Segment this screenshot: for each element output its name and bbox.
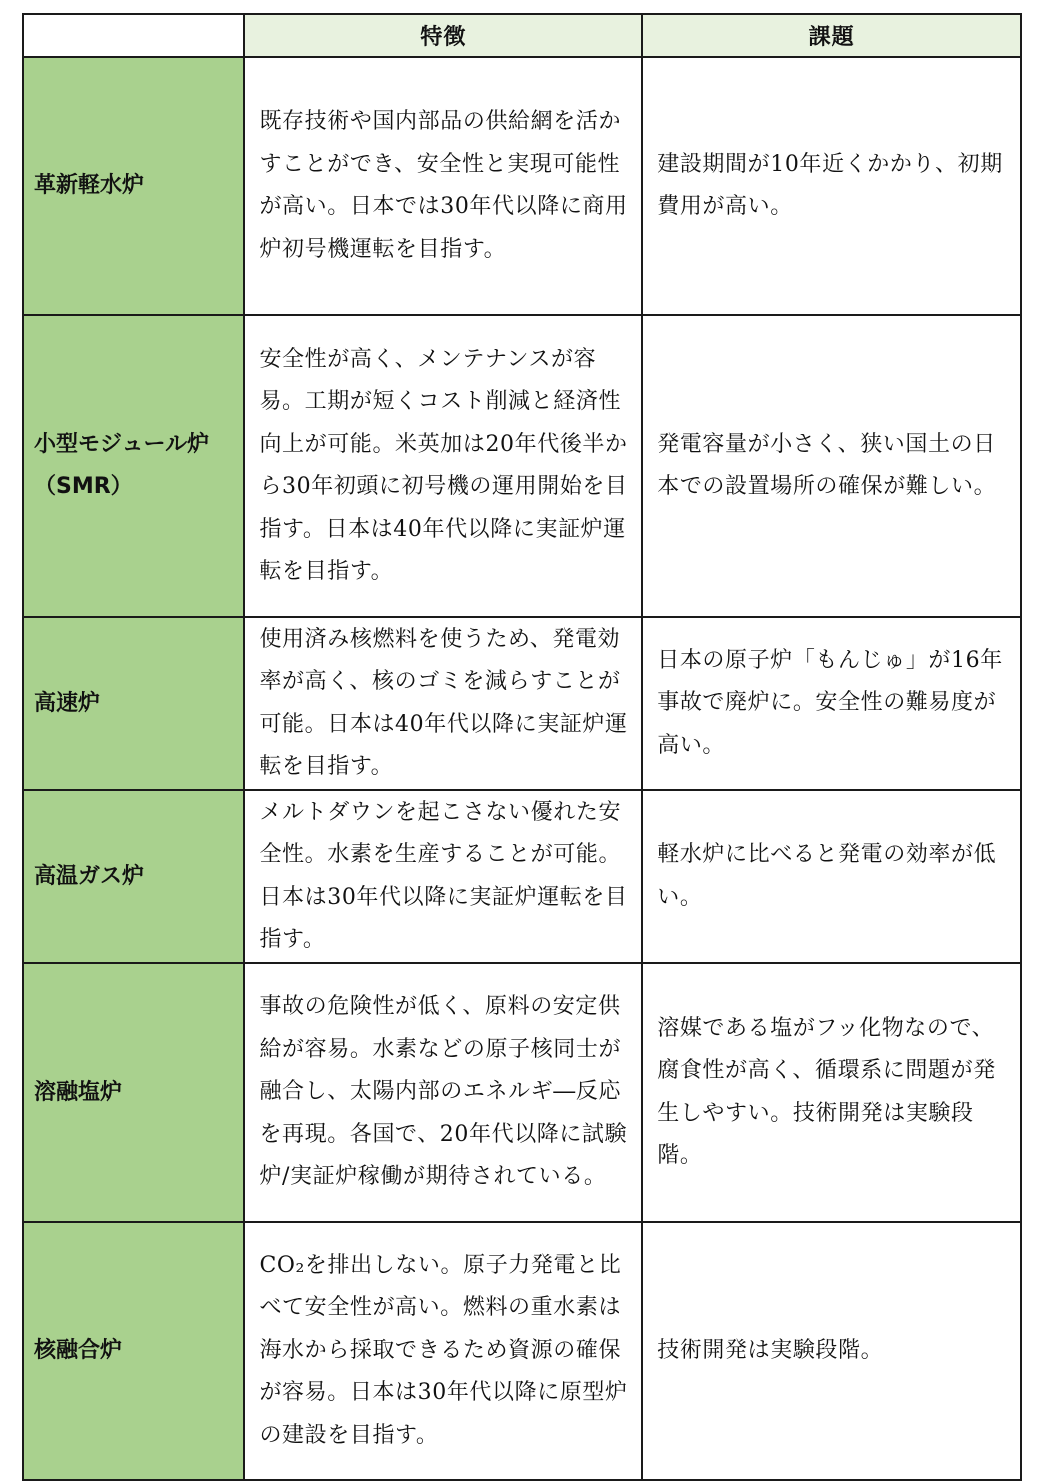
issues-text: 日本の原子炉「もんじゅ」が16年事故で廃炉に。安全性の難易度が高い。 xyxy=(657,647,1003,758)
features-cell xyxy=(244,1222,642,1480)
reactor-name xyxy=(23,617,244,790)
table-row xyxy=(23,1222,1021,1480)
reactor-name xyxy=(23,963,244,1222)
table-row xyxy=(23,57,1021,315)
features-text: 事故の危険性が低く、原料の安定供給が容易。水素などの原子核同士が融合し、太陽内部のエネルギ―反応を再現。各国で、20年代以降に試験炉/実証炉稼働が期待されている。 xyxy=(259,994,628,1190)
features-text: 既存技術や国内部品の供給網を活かすことができ、安全性と実現可能性が高い。日本では30年代以降に商用炉初号機運転を目指す。 xyxy=(259,109,628,262)
reactor-name xyxy=(23,315,244,617)
table-row xyxy=(23,315,1021,617)
header-features: 特徴 xyxy=(244,14,642,57)
table-row xyxy=(23,790,1021,963)
header-issues: 課題 xyxy=(642,14,1021,57)
features-text: 使用済み核燃料を使うため、発電効率が高く、核のゴミを減らすことが可能。日本は40年代以降に実証炉運転を目指す。 xyxy=(259,626,628,779)
features-text: メルトダウンを起こさない優れた安全性。水素を生産することが可能。日本は30年代以降に実証炉運転を目指す。 xyxy=(259,799,628,952)
reactor-name xyxy=(23,1222,244,1480)
issues-text: 技術開発は実験段階。 xyxy=(657,1337,884,1363)
reactor-comparison-table xyxy=(22,13,1022,1481)
reactor-name-text: 高温ガス炉 xyxy=(34,863,145,889)
reactor-name-text: 溶融塩炉 xyxy=(34,1079,123,1105)
header-blank-cell xyxy=(23,14,244,57)
reactor-name xyxy=(23,790,244,963)
issues-text: 溶媒である塩がフッ化物なので、腐食性が高く、循環系に問題が発生しやすい。技術開発は実験段階。 xyxy=(657,1015,996,1168)
features-text: 安全性が高く、メンテナンスが容易。工期が短くコスト削減と経済性向上が可能。米英加は20年代後半から30年初頭に初号機の運用開始を目指す。日本は40年代以降に実証炉運転を目指す。 xyxy=(259,346,628,584)
table-row xyxy=(23,963,1021,1222)
features-text: CO₂を排出しない。原子力発電と比べて安全性が高い。燃料の重水素は海水から採取できるため資源の確保が容易。日本は30年代以降に原型炉の建設を目指す。 xyxy=(259,1252,628,1448)
issues-cell xyxy=(642,1222,1021,1480)
issues-cell xyxy=(642,963,1021,1222)
issues-text: 建設期間が10年近くかかり、初期費用が高い。 xyxy=(657,151,1003,219)
features-cell xyxy=(244,315,642,617)
issues-cell xyxy=(642,57,1021,315)
reactor-name-text: 高速炉 xyxy=(34,690,101,716)
features-cell xyxy=(244,790,642,963)
features-cell xyxy=(244,617,642,790)
table-row xyxy=(23,617,1021,790)
header-row xyxy=(23,14,1021,57)
reactor-name-text: 小型モジュール炉（SMR） xyxy=(34,432,210,499)
issues-text: 発電容量が小さく、狭い国土の日本での設置場所の確保が難しい。 xyxy=(657,431,997,499)
reactor-name-text: 革新軽水炉 xyxy=(34,173,145,198)
features-cell xyxy=(244,963,642,1222)
issues-text: 軽水炉に比べると発電の効率が低い。 xyxy=(657,842,997,910)
issues-cell xyxy=(642,315,1021,617)
reactor-name-text: 核融合炉 xyxy=(34,1338,123,1363)
issues-cell xyxy=(642,617,1021,790)
reactor-name xyxy=(23,57,244,315)
features-cell xyxy=(244,57,642,315)
issues-cell xyxy=(642,790,1021,963)
